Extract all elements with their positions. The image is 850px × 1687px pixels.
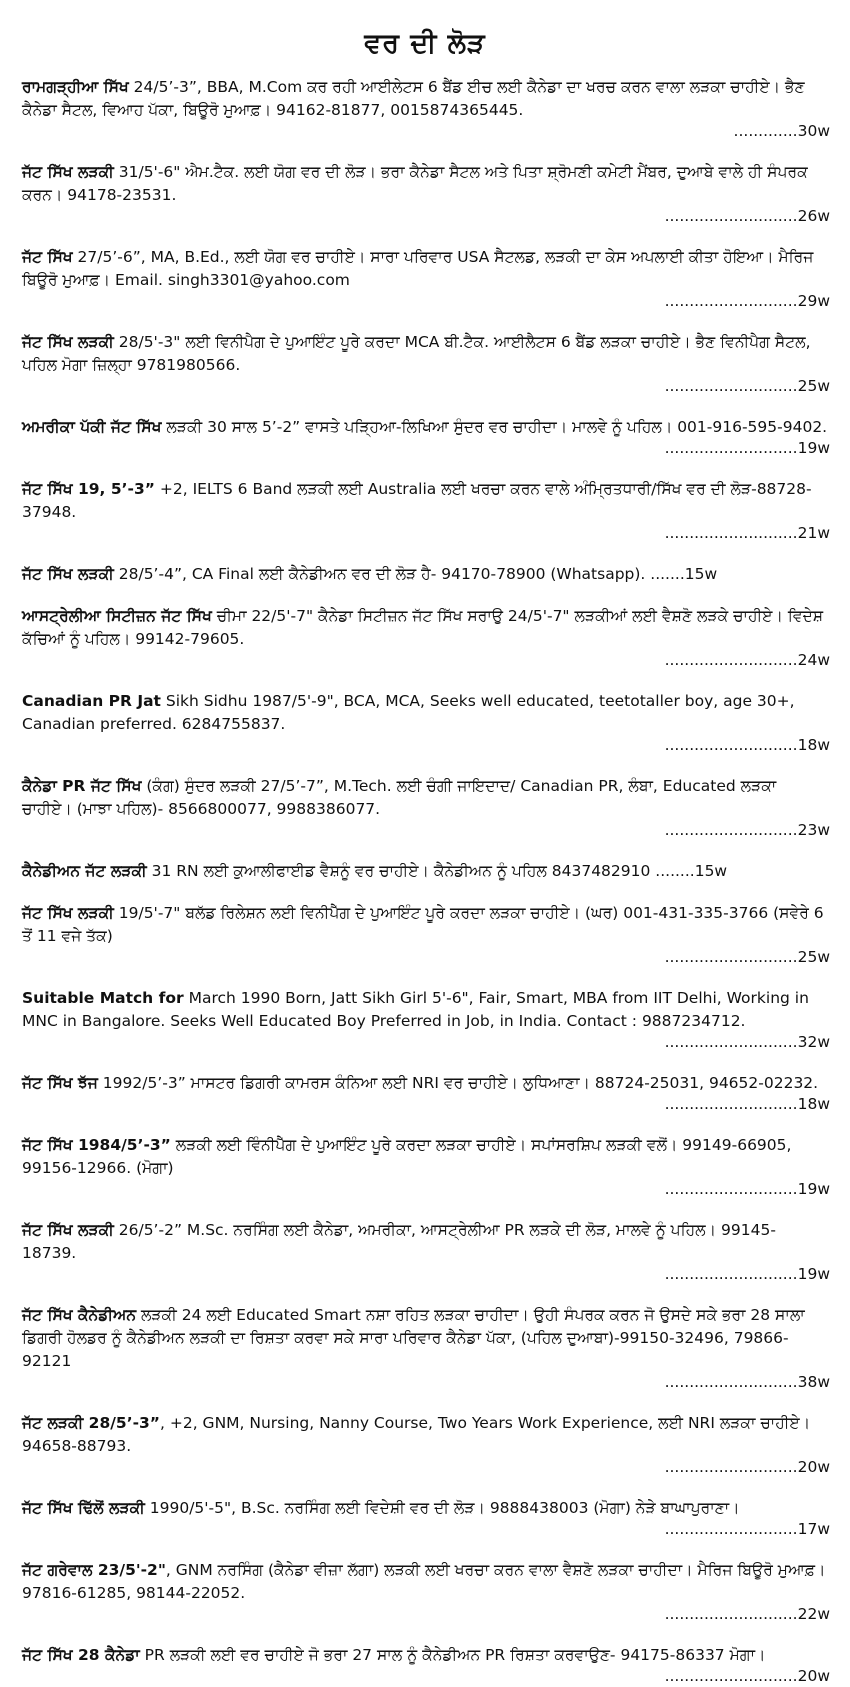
ad-code: ...........................24w (664, 651, 830, 669)
ad-code: ...........................17w (664, 1520, 830, 1538)
ad-code: ...........................19w (664, 1265, 830, 1283)
ad-code: ...........................26w (664, 207, 830, 225)
ad-text: PR ਲੜਕੀ ਲਈ ਵਰ ਚਾਹੀਏ ਜੋ ਭਰਾ 27 ਸਾਲ ਨੂੰ ਕੈਨੇਡੀਅਨ PR ਰਿਸ਼ਤਾ ਕਰਵਾਉਣ- 94175-86337 ਮੋਗਾ। (139, 1646, 766, 1664)
ad-lead: ਜੱਟ ਸਿੱਖ ਲੜਕੀ (22, 565, 114, 583)
ad-item (22, 690, 830, 756)
ad-lead: ਜੱਟ ਸਿੱਖ ਲੜਕੀ (22, 1221, 114, 1239)
ad-code: ...........................32w (664, 1033, 830, 1051)
ad-text: 19/5'-7" ਬਲੱਡ ਰਿਲੇਸ਼ਨ ਲਈ ਵਿਨੀਪੈੱਗ ਦੇ ਪੁਆਇੰਟ ਪੂਰੇ ਕਰਦਾ ਲੜਕਾ ਚਾਹੀਏ। (ਘਰ) 001-431-335-3766 (ਸਵੇਰੇ 6 ਤੋਂ 11 ਵਜੇ ਤੱਕ) (22, 904, 824, 945)
ad-item (22, 1412, 830, 1478)
ad-item (22, 902, 830, 968)
ads-list (0, 76, 850, 1687)
ad-lead: ਜੱਟ ਲੜਕੀ 28/5’-3” (22, 1414, 160, 1432)
ad-text: 1992/5’-3” ਮਾਸਟਰ ਡਿਗਰੀ ਕਾਮਰਸ ਕੰਨਿਆ ਲਈ NRI ਵਰ ਚਾਹੀਏ। ਲੁਧਿਆਣਾ। 88724-25031, 94652-02232. (97, 1074, 819, 1092)
ad-text: March 1990 Born, Jatt Sikh Girl 5'-6", Fair, Smart, MBA from IIT Delhi, Working in MNC in Bangalore. Seeks Well Educated Boy Preferred in Job, in India. Contact : 9887234712. (22, 989, 809, 1030)
ad-text: , +2, GNM, Nursing, Nanny Course, Two Years Work Experience, ਲਈ NRI ਲੜਕਾ ਚਾਹੀਏ। 94658-88793. (22, 1414, 811, 1455)
ad-code: ...........................25w (664, 377, 830, 395)
ad-lead: ਰਾਮਗੜ੍ਹੀਆ ਸਿੱਖ (22, 78, 129, 96)
ad-item (22, 1072, 830, 1115)
ad-item (22, 860, 830, 883)
ad-item (22, 416, 830, 459)
ad-text: ਲੜਕੀ 24 ਲਈ Educated Smart ਨਸ਼ਾ ਰਹਿਤ ਲੜਕਾ ਚਾਹੀਦਾ। ਉਹੀ ਸੰਪਰਕ ਕਰਨ ਜੋ ਉਸਦੇ ਸਕੇ ਭਰਾ 28 ਸਾਲਾ ਡਿਗਰੀ ਹੋਲਡਰ ਨੂੰ ਕੈਨੇਡੀਅਨ ਲੜਕੀ ਦਾ ਰਿਸ਼ਤਾ ਕਰਵਾ ਸਕੇ ਸਾਰਾ ਪਰਿਵਾਰ ਕੈਨੇਡਾ ਪੱਕਾ, (ਪਹਿਲ ਦੁਆਬਾ)-99150-32496, 79866-92121 (22, 1306, 805, 1370)
ad-item (22, 563, 830, 586)
ad-text: ਲੜਕੀ ਲਈ ਵਿੰਨੀਪੈੱਗ ਦੇ ਪੁਆਇੰਟ ਪੂਰੇ ਕਰਦਾ ਲੜਕਾ ਚਾਹੀਏ। ਸਪਾਂਸਰਸ਼ਿਪ ਲੜਕੀ ਵਲੋਂ। 99149-66905, 99156-12966. (ਮੋਗਾ) (22, 1136, 792, 1177)
ad-code: ...........................18w (664, 1095, 830, 1113)
ad-code: ...........................38w (664, 1373, 830, 1391)
ad-lead: ਜੱਟ ਸਿੱਖ 1984/5’-3” (22, 1136, 171, 1154)
ad-lead: ਜੱਟ ਸਿੱਖ 19, 5’-3” (22, 480, 155, 498)
ad-code: ...........................25w (664, 948, 830, 966)
ad-lead: ਕੈਨੇਡਾ PR ਜੱਟ ਸਿੱਖ (22, 777, 142, 795)
ad-text: 26/5’-2” M.Sc. ਨਰਸਿੰਗ ਲਈ ਕੈਨੇਡਾ, ਅਮਰੀਕਾ, ਆਸਟ੍ਰੇਲੀਆ PR ਲੜਕੇ ਦੀ ਲੋੜ, ਮਾਲਵੇ ਨੂੰ ਪਹਿਲ। 99145-18739. (22, 1221, 776, 1262)
ad-item (22, 1497, 830, 1540)
ad-lead: ਜੱਟ ਸਿੱਖ ਲੜਕੀ (22, 904, 114, 922)
ad-lead: ਜੱਟ ਸਿੱਖ (22, 248, 73, 266)
ad-lead: ਜੱਟ ਸਿੱਖ ਲੜਕੀ (22, 333, 114, 351)
ad-text: 31/5'-6" ਐਮ.ਟੈਕ. ਲਈ ਯੋਗ ਵਰ ਦੀ ਲੋੜ। ਭਰਾ ਕੈਨੇਡਾ ਸੈਟਲ ਅਤੇ ਪਿਤਾ ਸ਼੍ਰੋਮਣੀ ਕਮੇਟੀ ਮੈਂਬਰ, ਦੁਆਬੇ ਵਾਲੇ ਹੀ ਸੰਪਰਕ ਕਰਨ। 94178-23531. (22, 163, 808, 204)
ad-text: 1990/5'-5", B.Sc. ਨਰਸਿੰਗ ਲਈ ਵਿਦੇਸ਼ੀ ਵਰ ਦੀ ਲੋੜ। 9888438003 (ਮੋਗਾ) ਨੇੜੇ ਬਾਘਾਪੁਰਾਣਾ। (144, 1499, 740, 1517)
ad-text: ਲੜਕੀ 30 ਸਾਲ 5’-2” ਵਾਸਤੇ ਪੜ੍ਹਿਆ-ਲਿਖਿਆ ਸੁੰਦਰ ਵਰ ਚਾਹੀਦਾ। ਮਾਲਵੇ ਨੂੰ ਪਹਿਲ। 001-916-595-9402. (161, 418, 828, 436)
ad-code: ...........................20w (664, 1667, 830, 1685)
ad-lead: ਕੈਨੇਡੀਅਨ ਜੱਟ ਲੜਕੀ (22, 862, 147, 880)
ad-text: Sikh Sidhu 1987/5'-9", BCA, MCA, Seeks well educated, teetotaller boy, age 30+, Canadian preferred. 6284755837. (22, 692, 795, 733)
ad-text: +2, IELTS 6 Band ਲੜਕੀ ਲਈ Australia ਲਈ ਖਰਚਾ ਕਰਨ ਵਾਲੇ ਅੰਮ੍ਰਿਤਧਾਰੀ/ਸਿੱਖ ਵਰ ਦੀ ਲੋੜ-88728-37948. (22, 480, 812, 521)
ad-item (22, 987, 830, 1053)
ad-item (22, 161, 830, 227)
ad-lead: ਜੱਟ ਗਰੇਵਾਲ 23/5'-2" (22, 1561, 166, 1579)
ad-lead: ਆਸਟ੍ਰੇਲੀਆ ਸਿਟੀਜ਼ਨ ਜੱਟ ਸਿੱਖ (22, 607, 212, 625)
ad-code: ...........................22w (664, 1605, 830, 1623)
ad-item (22, 605, 830, 671)
ad-text: 31 RN ਲਈ ਕੁਆਲੀਫਾਈਡ ਵੈਸ਼ਨੂੰ ਵਰ ਚਾਹੀਏ। ਕੈਨੇਡੀਅਨ ਨੂੰ ਪਹਿਲ 8437482910 ........15w (146, 862, 728, 880)
ad-item (22, 1304, 830, 1393)
ad-text: 27/5’-6”, MA, B.Ed., ਲਈ ਯੋਗ ਵਰ ਚਾਹੀਏ। ਸਾਰਾ ਪਰਿਵਾਰ USA ਸੈਟਲਡ, ਲੜਕੀ ਦਾ ਕੇਸ ਅਪਲਾਈ ਕੀਤਾ ਹੋਇਆ। ਮੈਰਿਜ ਬਿਊਰੋ ਮੁਆਫ਼। Email. singh3301@yahoo.com (22, 248, 814, 289)
ad-lead: ਜੱਟ ਸਿੱਖ 28 ਕੈਨੇਡਾ (22, 1646, 140, 1664)
ad-lead: ਜੱਟ ਸਿੱਖ ਕੈਨੇਡੀਅਨ (22, 1306, 137, 1324)
ad-item (22, 775, 830, 841)
ad-item (22, 76, 830, 142)
ad-lead: ਜੱਟ ਸਿੱਖ ਲੜਕੀ (22, 163, 114, 181)
ad-text: (ਕੰਗ) ਸੁੰਦਰ ਲੜਕੀ 27/5’-7”, M.Tech. ਲਈ ਚੰਗੀ ਜਾਇਦਾਦ/ Canadian PR, ਲੰਬਾ, Educated ਲੜਕਾ ਚਾਹੀਏ। (ਮਾਝਾ ਪਹਿਲ)- 8566800077, 9988386077. (22, 777, 777, 818)
ad-item (22, 478, 830, 544)
ad-code: ...........................23w (664, 821, 830, 839)
ad-item (22, 1644, 830, 1687)
ad-lead: Canadian PR Jat (22, 692, 161, 710)
ad-code: .............30w (733, 122, 830, 140)
ad-lead: ਜੱਟ ਸਿੱਖ ਝੱਜ (22, 1074, 98, 1092)
ad-text: 28/5’-4”, CA Final ਲਈ ਕੈਨੇਡੀਅਨ ਵਰ ਦੀ ਲੋੜ ਹੈ- 94170-78900 (Whatsapp). .......15w (113, 565, 718, 583)
ad-code: ...........................18w (664, 736, 830, 754)
ad-code: ...........................19w (664, 439, 830, 457)
ad-text: 28/5'-3" ਲਈ ਵਿਨੀਪੈਗ ਦੇ ਪੁਆਇੰਟ ਪੂਰੇ ਕਰਦਾ MCA ਬੀ.ਟੈਕ. ਆਈਲੈਟਸ 6 ਬੈਂਡ ਲੜਕਾ ਚਾਹੀਏ। ਭੈਣ ਵਿਨੀਪੈਗ ਸੈਟਲ, ਪਹਿਲ ਮੋਗਾ ਜ਼ਿਲ੍ਹਾ 9781980566. (22, 333, 811, 374)
page-title: ਵਰ ਦੀ ਲੋੜ (364, 28, 486, 59)
ad-code: ...........................21w (664, 524, 830, 542)
ad-lead: Suitable Match for (22, 989, 184, 1007)
ad-text: , GNM ਨਰਸਿੰਗ (ਕੈਨੇਡਾ ਵੀਜ਼ਾ ਲੱਗਾ) ਲੜਕੀ ਲਈ ਖਰਚਾ ਕਰਨ ਵਾਲਾ ਵੈਸ਼ਣੋ ਲੜਕਾ ਚਾਹੀਦਾ। ਮੈਰਿਜ ਬਿਊਰੋ ਮੁਆਫ਼। 97816-61285, 98144-22052. (22, 1561, 826, 1602)
ad-code: ...........................19w (664, 1180, 830, 1198)
ad-item (22, 331, 830, 397)
ad-code: ...........................20w (664, 1458, 830, 1476)
ad-lead: ਅਮਰੀਕਾ ਪੱਕੀ ਜੱਟ ਸਿੱਖ (22, 418, 162, 436)
ad-item (22, 246, 830, 312)
ad-text: 24/5’-3”, BBA, M.Com ਕਰ ਰਹੀ ਆਈਲੇਟਸ 6 ਬੈਂਡ ਈਚ ਲਈ ਕੈਨੇਡਾ ਦਾ ਖਰਚ ਕਰਨ ਵਾਲਾ ਲੜਕਾ ਚਾਹੀਏ। ਭੈਣ ਕੈਨੇਡਾ ਸੈਟਲ, ਵਿਆਹ ਪੱਕਾ, ਬਿਊਰੋ ਮੁਆਫ਼। 94162-81877, 0015874365445. (22, 78, 805, 119)
ad-text: ਚੀਮਾ 22/5'-7" ਕੈਨੇਡਾ ਸਿਟੀਜ਼ਨ ਜੱਟ ਸਿੱਖ ਸਰਾਉ 24/5'-7" ਲੜਕੀਆਂ ਲਈ ਵੈਸ਼ਣੋ ਲੜਕੇ ਚਾਹੀਏ। ਵਿਦੇਸ਼ ਕੱਚਿਆਂ ਨੂੰ ਪਹਿਲ। 99142-79605. (22, 607, 824, 648)
ad-lead: ਜੱਟ ਸਿੱਖ ਢਿੱਲੋਂ ਲੜਕੀ (22, 1499, 145, 1517)
ad-item (22, 1219, 830, 1285)
ad-item (22, 1559, 830, 1625)
ad-item (22, 1134, 830, 1200)
ad-code: ...........................29w (664, 292, 830, 310)
